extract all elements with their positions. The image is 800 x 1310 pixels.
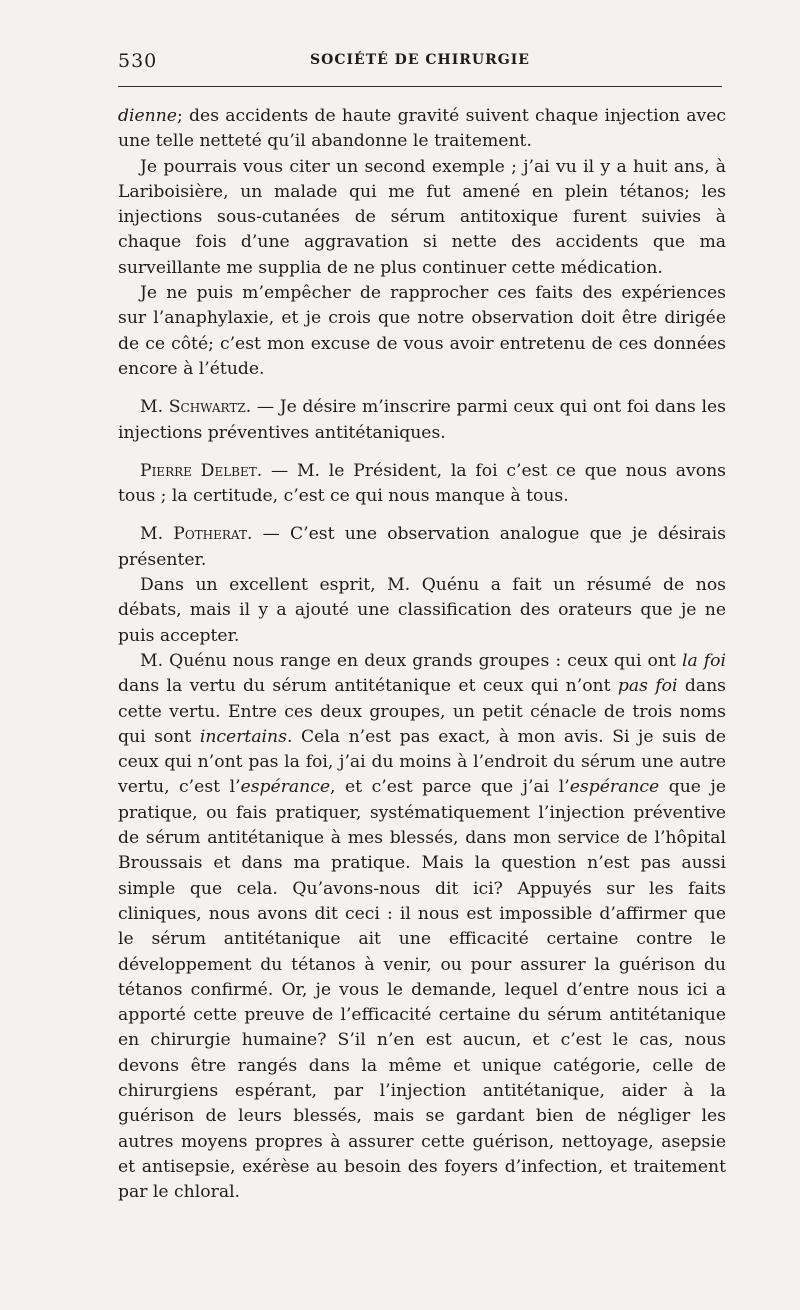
- text-run: dans cette vertu. Entre ces deux groupes, un petit cénacle de trois noms qui sont: [118, 676, 726, 747]
- italic-run: pas foi: [617, 676, 678, 697]
- running-title: SOCIÉTÉ DE CHIRURGIE: [310, 52, 530, 68]
- paragraph: Dans un excellent esprit, M. Quénu a fait un résumé de nos débats, mais il y a ajouté une classification des orateurs que je ne puis accepter.: [118, 575, 726, 646]
- paragraph-text: — Je désire m’inscrire parmi ceux qui ont foi dans les injections préventives antitétaniques.: [118, 397, 726, 443]
- speaker-name: Schwartz.: [168, 397, 252, 418]
- paragraph-mixed: [118, 649, 726, 1206]
- paragraph: Je ne puis m’empêcher de rapprocher ces faits des expériences sur l’anaphylaxie, et je crois que notre observation doit être dirigée de ce côté; c’est mon excuse de vous avoir entretenu de ces données encore à l’étude.: [118, 283, 726, 379]
- italic-run: la foi: [681, 650, 726, 671]
- speaker-prefix: M.: [140, 397, 164, 418]
- paragraph-text: ; des accidents de haute gravité suivent chaque injection avec une telle netteté qu’il abandonne le traitement.: [118, 106, 726, 152]
- text-run: M. Quénu nous range en deux grands groupes : ceux qui ont: [140, 650, 682, 671]
- italic-run: espérance: [569, 777, 660, 798]
- page-number: 530: [118, 50, 158, 72]
- paragraph-continuation: [118, 104, 726, 155]
- page-header: [118, 50, 722, 72]
- speaker-name: Potherat.: [173, 524, 253, 545]
- text-run: dans la vertu du sérum antitétanique et ceux qui n’ont: [118, 676, 618, 697]
- body-text: [118, 104, 726, 1205]
- italic-run: espérance: [240, 777, 331, 798]
- header-rule: [118, 86, 722, 87]
- text-run: que je pratique, ou fais pratiquer, systématiquement l’injection préventive de sérum antitétanique à mes blessés, dans mon service de l’hôpital Broussais et dans ma pratique. Mais la question n’est pas aussi simple que cela. Qu’avons-nous dit ici? Appuyés sur les faits cliniques, nous avons dit ceci : il nous est impossible d’affirmer que le sérum antitétanique ait une efficacité certaine contre le développement du tétanos à venir, ou pour assurer la guérison du tétanos confirmé. Or, je vous le demande, lequel d’entre nous ici a apporté cette preuve de l’efficacité certaine du sérum antitétanique en chirurgie humaine? S’il n’en est aucun, et c’est le cas, nous devons être rangés dans la même et unique catégorie, celle de chirurgiens espérant, par l’injection antitétanique, aider à la guérison de leurs blessés, mais se gardant bien de négliger les autres moyens propres à assurer cette guérison, nettoyage, asepsie et antisepsie, exérèse au besoin des foyers d’infection, et traitement par le chloral.: [118, 777, 726, 1203]
- paragraph: Je pourrais vous citer un second exemple ; j’ai vu il y a huit ans, à Lariboisière, un malade qui me fut amené en plein tétanos; les injections sous-cutanées de sérum antitoxique furent suivies à chaque fois d’une aggravation si nette des accidents que ma surveillante me supplia de ne plus continuer cette médication.: [118, 156, 726, 278]
- text-run: , et c’est parce que j’ai l’: [330, 777, 570, 798]
- italic-word: dienne: [118, 106, 177, 126]
- paragraph-text: — M. le Président, la foi c’est ce que nous avons tous ; la certitude, c’est ce qui nous manque à tous.: [118, 460, 726, 507]
- speaker-prefix: M.: [140, 524, 164, 545]
- paragraph-text: — C’est une observation analogue que je désirais présenter.: [118, 524, 726, 570]
- speaker-paragraph-schwartz: [118, 395, 726, 446]
- italic-run: incertains: [199, 726, 287, 747]
- text-run: . Cela n’est pas exact, à mon avis. Si je suis de ceux qui n’ont pas la foi, j’ai du moins à l’endroit du sérum une autre vertu, c’est l’: [118, 726, 727, 798]
- speaker-paragraph-delbet: [118, 459, 726, 510]
- speaker-name: Pierre Delbet.: [140, 460, 263, 481]
- speaker-paragraph-potherat: [118, 522, 726, 573]
